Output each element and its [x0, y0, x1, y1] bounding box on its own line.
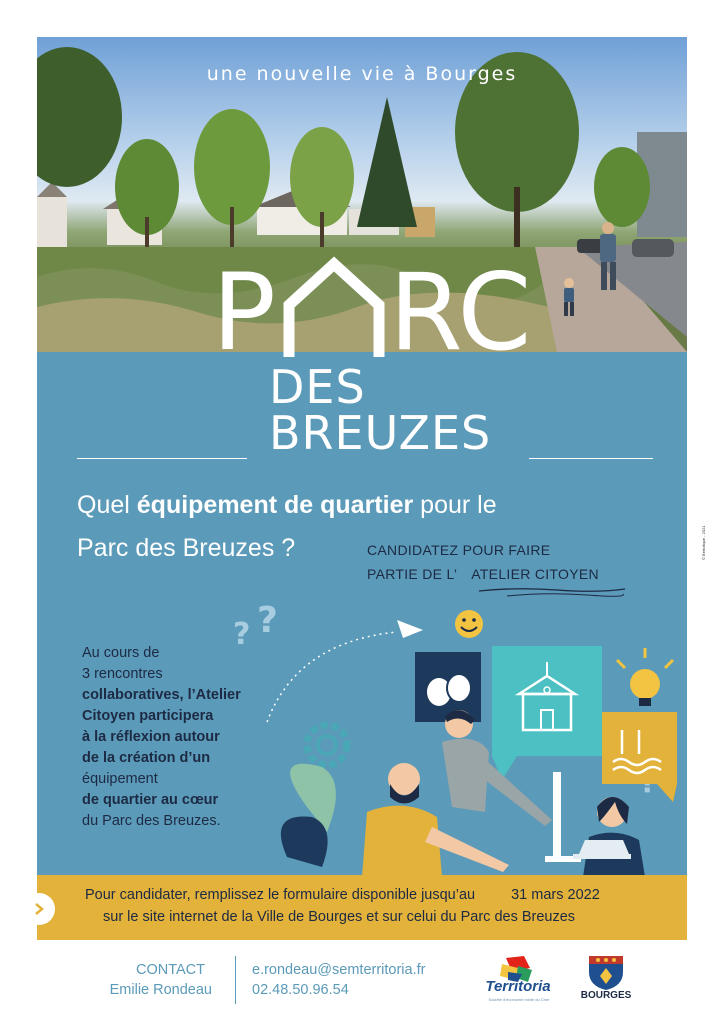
cta-atelier: ATELIER CITOYEN	[471, 566, 599, 582]
contact-name: Emilie Rondeau	[109, 982, 212, 998]
tagline: une nouvelle vie à Bourges	[206, 63, 518, 85]
theater-masks-icon	[415, 652, 481, 722]
body-line: 3 rencontres	[82, 666, 163, 682]
body-line: Citoyen participera	[82, 708, 214, 724]
svg-text:?: ?	[233, 617, 251, 652]
collaboration-illustration	[227, 602, 687, 877]
parc-rc: RC	[389, 251, 532, 362]
body-line: de la création d’un	[82, 750, 211, 766]
bourges-crest-icon	[585, 952, 627, 992]
contact-label: CONTACT	[135, 962, 205, 978]
gear-icon	[307, 725, 347, 765]
cta-line-2	[367, 566, 599, 582]
banner-text: Pour candidater, remplissez le formulaire disponible jusqu’au	[85, 887, 476, 903]
territoria-subtitle: Société d’économie mixte du Cher	[488, 997, 550, 1002]
banner-line-2: sur le site internet de la Ville de Bourges et sur celui du Parc des Breuzes	[103, 909, 576, 925]
breuzes-word: BREUZES	[269, 406, 492, 460]
bourges-name: BOURGES	[580, 990, 632, 1001]
footer-divider	[235, 956, 236, 1004]
banner-line-1	[85, 887, 600, 903]
smiley-icon	[455, 610, 483, 638]
body-line: collaboratives, l’Atelier	[82, 687, 241, 703]
contact-email[interactable]: e.rondeau@semterritoria.fr	[252, 962, 426, 978]
lightbulb-icon	[617, 648, 673, 706]
question-bold: équipement de quartier	[136, 491, 414, 519]
footer	[0, 948, 724, 1024]
body-line: du Parc des Breuzes.	[82, 813, 221, 829]
question-line-2: Parc des Breuzes ?	[77, 534, 296, 562]
photo-credit: © Bertolique - 2021	[701, 525, 706, 560]
question-suffix: pour le	[413, 491, 497, 519]
body-line: de quartier au cœur	[82, 792, 219, 808]
scribble-underline	[477, 585, 627, 599]
question-prefix: Quel	[77, 491, 137, 519]
cta-prefix: PARTIE DE L’	[367, 566, 458, 582]
body-line: à la réflexion autour	[82, 729, 220, 745]
chevron-right-icon[interactable]	[23, 893, 55, 925]
divider-right	[529, 458, 653, 459]
poster	[37, 37, 687, 940]
parc-p: P	[212, 251, 276, 362]
deadline-banner	[37, 875, 687, 940]
body-line: équipement	[82, 771, 158, 787]
divider-left	[77, 458, 247, 459]
des-word: DES	[269, 360, 366, 414]
cta-line-1: CANDIDATEZ POUR FAIRE	[367, 542, 551, 558]
question-line-1	[77, 491, 497, 520]
parc-wordmark	[37, 242, 687, 362]
contact-phone[interactable]: 02.48.50.96.54	[252, 982, 349, 998]
body-line: Au cours de	[82, 645, 160, 661]
banner-date: 31 mars 2022	[511, 887, 600, 903]
house-a-icon	[289, 264, 379, 357]
school-building-icon	[492, 646, 602, 780]
svg-text:?: ?	[257, 602, 278, 641]
paper-plane-icon	[397, 620, 423, 638]
territoria-name: Territoria	[485, 978, 551, 995]
